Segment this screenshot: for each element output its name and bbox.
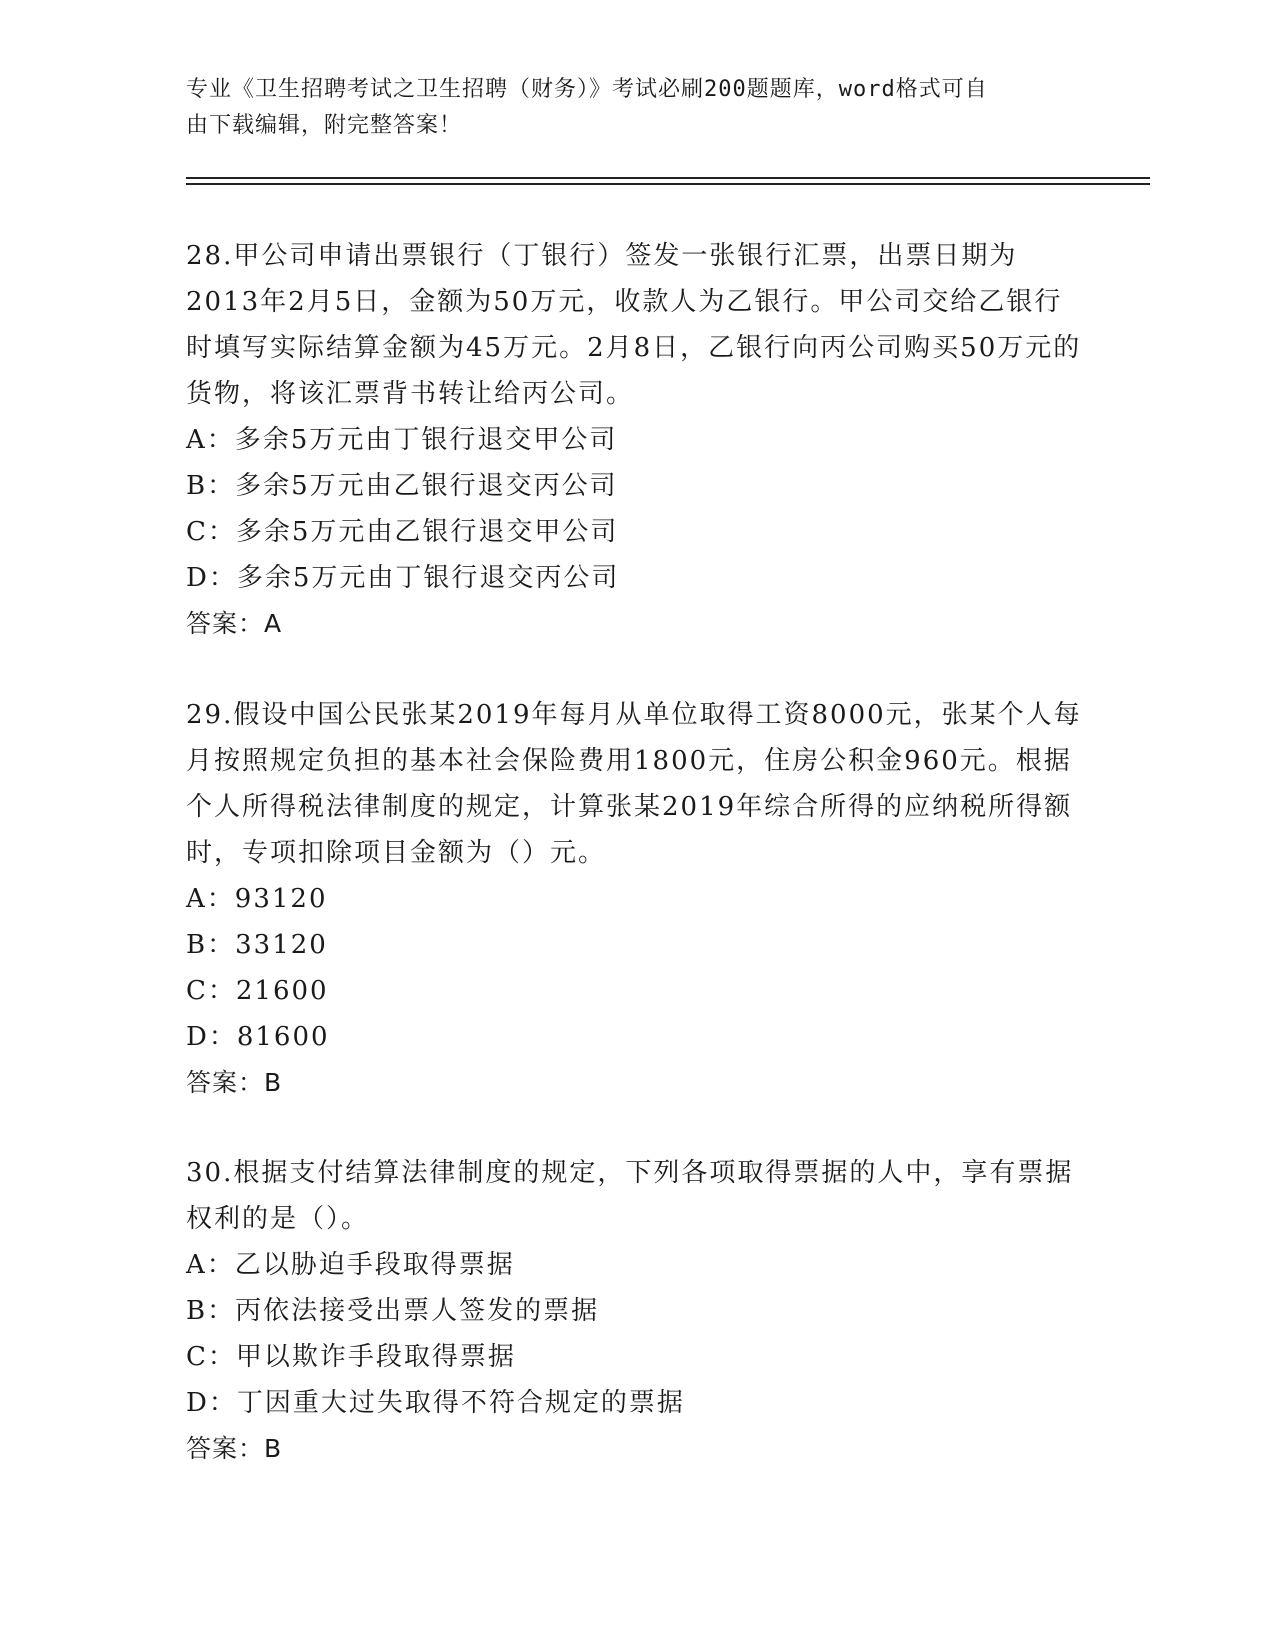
question-30 bbox=[186, 1150, 1086, 1472]
option-list bbox=[186, 876, 1086, 1060]
option-c: C：21600 bbox=[186, 976, 329, 1006]
question-stem: 28.甲公司申请出票银行（丁银行）签发一张银行汇票，出票日期为2013年2月5日，金额为50万元，收款人为乙银行。甲公司交给乙银行时填写实际结算金额为45万元。2月8日，乙银行向丙公司购买50万元的货物，将该汇票背书转让给丙公司。 bbox=[186, 241, 1082, 409]
option-list bbox=[186, 1242, 1086, 1426]
option-d: D：多余5万元由丁银行退交丙公司 bbox=[186, 563, 620, 593]
question-stem: 29.假设中国公民张某2019年每月从单位取得工资8000元，张某个人每月按照规定负担的基本社会保险费用1800元，住房公积金960元。根据个人所得税法律制度的规定，计算张某2019年综合所得的应纳税所得额时，专项扣除项目金额为（）元。 bbox=[186, 700, 1082, 868]
answer-line: 答案：B bbox=[186, 1434, 283, 1463]
question-stem: 30.根据支付结算法律制度的规定，下列各项取得票据的人中，享有票据权利的是（）。 bbox=[186, 1158, 1074, 1234]
header-divider-bottom bbox=[186, 183, 1150, 185]
header-line-2: 由下载编辑，附完整答案！ bbox=[186, 113, 463, 138]
answer-line: 答案：A bbox=[186, 609, 283, 638]
option-list bbox=[186, 417, 1086, 601]
option-a: A：乙以胁迫手段取得票据 bbox=[186, 1250, 515, 1280]
option-c: C：甲以欺诈手段取得票据 bbox=[186, 1342, 516, 1372]
option-a: A：93120 bbox=[186, 884, 328, 914]
option-d: D：81600 bbox=[186, 1022, 330, 1052]
header-line-1: 专业《卫生招聘考试之卫生招聘（财务）》考试必刷200题题库，word格式可自 bbox=[186, 77, 988, 102]
option-a: A：多余5万元由丁银行退交甲公司 bbox=[186, 425, 618, 455]
header-divider-top bbox=[186, 177, 1150, 179]
question-29 bbox=[186, 692, 1086, 1106]
option-c: C：多余5万元由乙银行退交甲公司 bbox=[186, 517, 619, 547]
option-d: D：丁因重大过失取得不符合规定的票据 bbox=[186, 1388, 685, 1418]
answer-line: 答案：B bbox=[186, 1068, 283, 1097]
document-header bbox=[186, 72, 1066, 144]
option-b: B：33120 bbox=[186, 930, 328, 960]
question-28 bbox=[186, 233, 1086, 647]
option-b: B：多余5万元由乙银行退交丙公司 bbox=[186, 471, 618, 501]
option-b: B：丙依法接受出票人签发的票据 bbox=[186, 1296, 600, 1326]
